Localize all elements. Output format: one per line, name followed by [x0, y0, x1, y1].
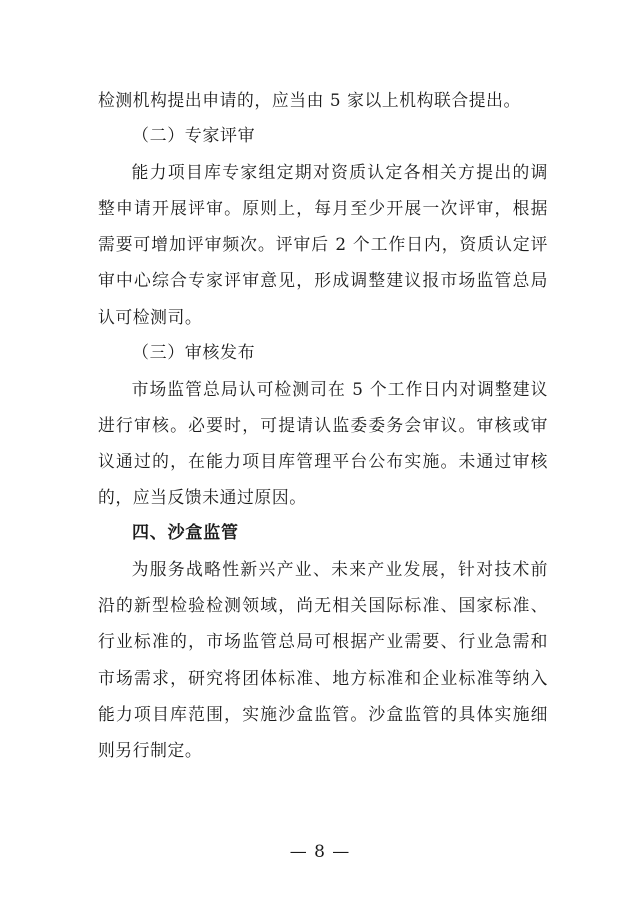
document-body	[98, 82, 548, 768]
continuation-paragraph: 检测机构提出申请的，应当由 5 家以上机构联合提出。	[98, 90, 521, 110]
page-number: — 8 —	[289, 842, 351, 862]
section-heading-expert-review: （二）专家评审	[132, 126, 256, 147]
section-heading-review-publish: （三）审核发布	[132, 342, 256, 363]
paragraph-expert-review: 能力项目库专家组定期对资质认定各相关方提出的调整申请开展评审。原则上，每月至少开展一次评审，根据需要可增加评审频次。评审后 2 个工作日内，资质认定评审中心综合专家评审意见，形成调整建议报市场监管总局认可检测司。	[98, 162, 548, 327]
paragraph-review-publish: 市场监管总局认可检测司在 5 个工作日内对调整建议进行审核。必要时，可提请认监委委务会审议。审核或审议通过的，在能力项目库管理平台公布实施。未通过审核的，应当反馈未通过原因。	[98, 378, 548, 508]
section-heading-sandbox: 四、沙盒监管	[132, 523, 239, 544]
paragraph-sandbox: 为服务战略性新兴产业、未来产业发展，针对技术前沿的新型检验检测领域，尚无相关国际标准、国家标准、行业标准的，市场监管总局可根据产业需要、行业急需和市场需求，研究将团体标准、地方标准和企业标准等纳入能力项目库范围，实施沙盒监管。沙盒监管的具体实施细则另行制定。	[98, 559, 548, 760]
